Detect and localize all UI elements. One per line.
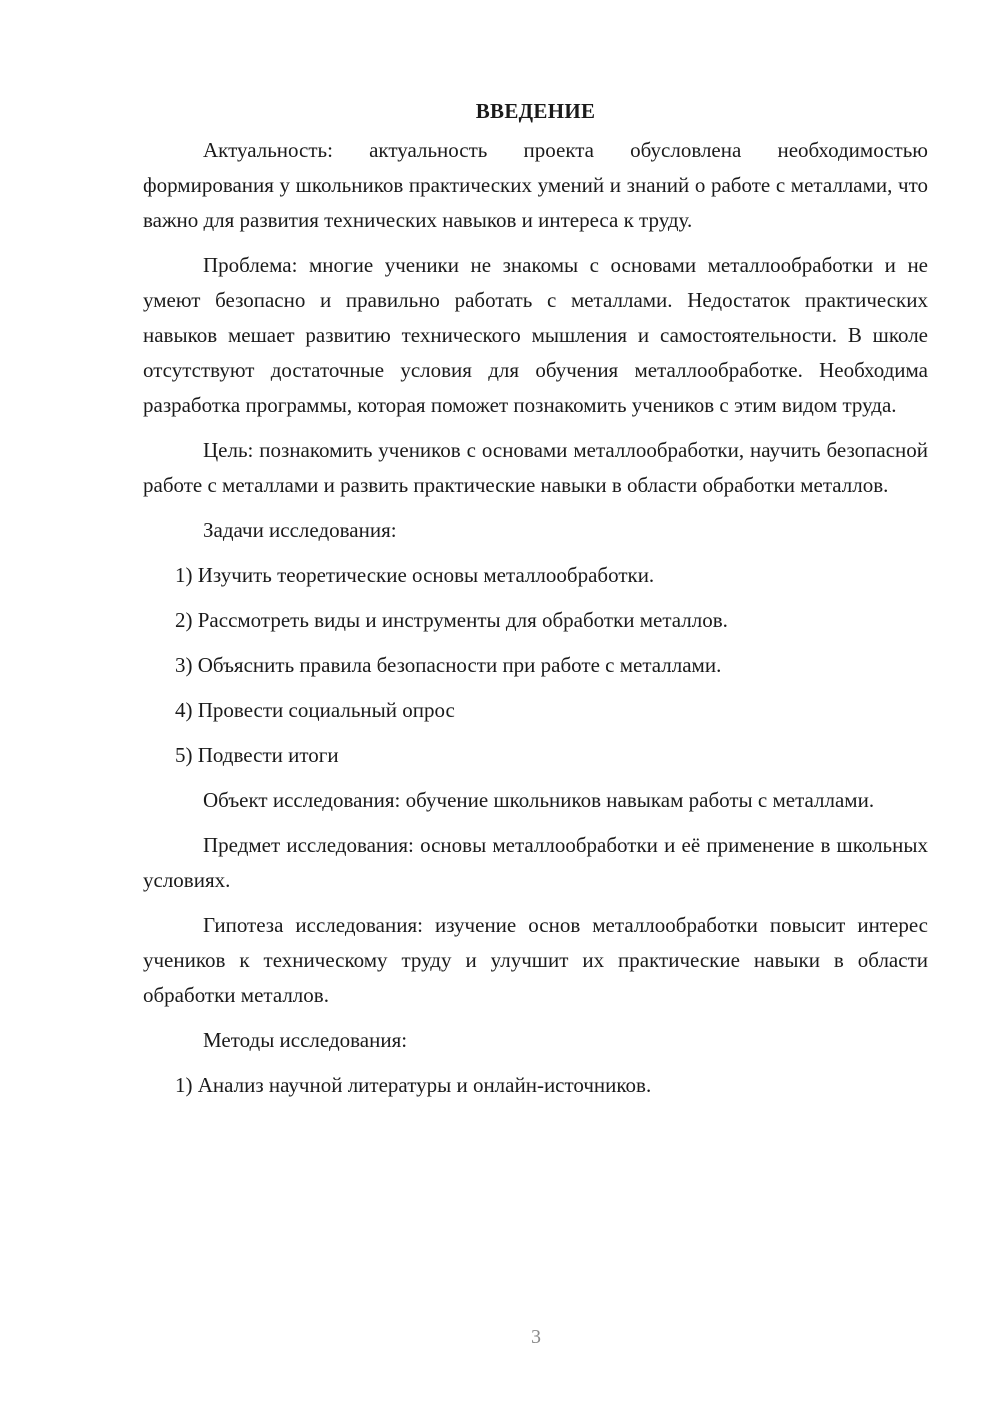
relevance-paragraph: Актуальность: актуальность проекта обусловлена необходимостью формирования у школьников практических умений и знаний о работе с металлами, что важно для развития технических навыков и интереса к труду.	[143, 138, 928, 232]
method-item: 1) Анализ научной литературы и онлайн-источников.	[175, 1073, 652, 1097]
object-paragraph: Объект исследования: обучение школьников навыкам работы с металлами.	[203, 788, 875, 812]
methods-list	[143, 1068, 928, 1103]
task-item: 3) Объяснить правила безопасности при работе с металлами.	[175, 653, 722, 677]
methods-heading: Методы исследования:	[203, 1028, 408, 1052]
task-item: 1) Изучить теоретические основы металлообработки.	[175, 563, 655, 587]
document-page	[143, 95, 928, 1113]
tasks-heading: Задачи исследования:	[203, 518, 397, 542]
task-item: 5) Подвести итоги	[175, 743, 339, 767]
task-item: 4) Провести социальный опрос	[175, 698, 455, 722]
section-title: ВВЕДЕНИЕ	[475, 99, 596, 123]
goal-paragraph: Цель: познакомить учеников с основами металлообработки, научить безопасной работе с металлами и развить практические навыки в области обработки металлов.	[143, 438, 928, 497]
problem-paragraph: Проблема: многие ученики не знакомы с основами металлообработки и не умеют безопасно и правильно работать с металлами. Недостаток практических навыков мешает развитию технического мышления и самостоятельности. В школе отсутствуют достаточные условия для обучения металлообработке. Необходима разработка программы, которая поможет познакомить учеников с этим видом труда.	[143, 253, 928, 417]
page-number: 3	[531, 1326, 541, 1348]
hypothesis-paragraph: Гипотеза исследования: изучение основ металлообработки повысит интерес учеников к техническому труду и улучшит их практические навыки в области обработки металлов.	[143, 913, 928, 1007]
subject-paragraph: Предмет исследования: основы металлообработки и её применение в школьных условиях.	[143, 833, 928, 892]
task-item: 2) Рассмотреть виды и инструменты для обработки металлов.	[175, 608, 728, 632]
tasks-list	[143, 558, 928, 773]
